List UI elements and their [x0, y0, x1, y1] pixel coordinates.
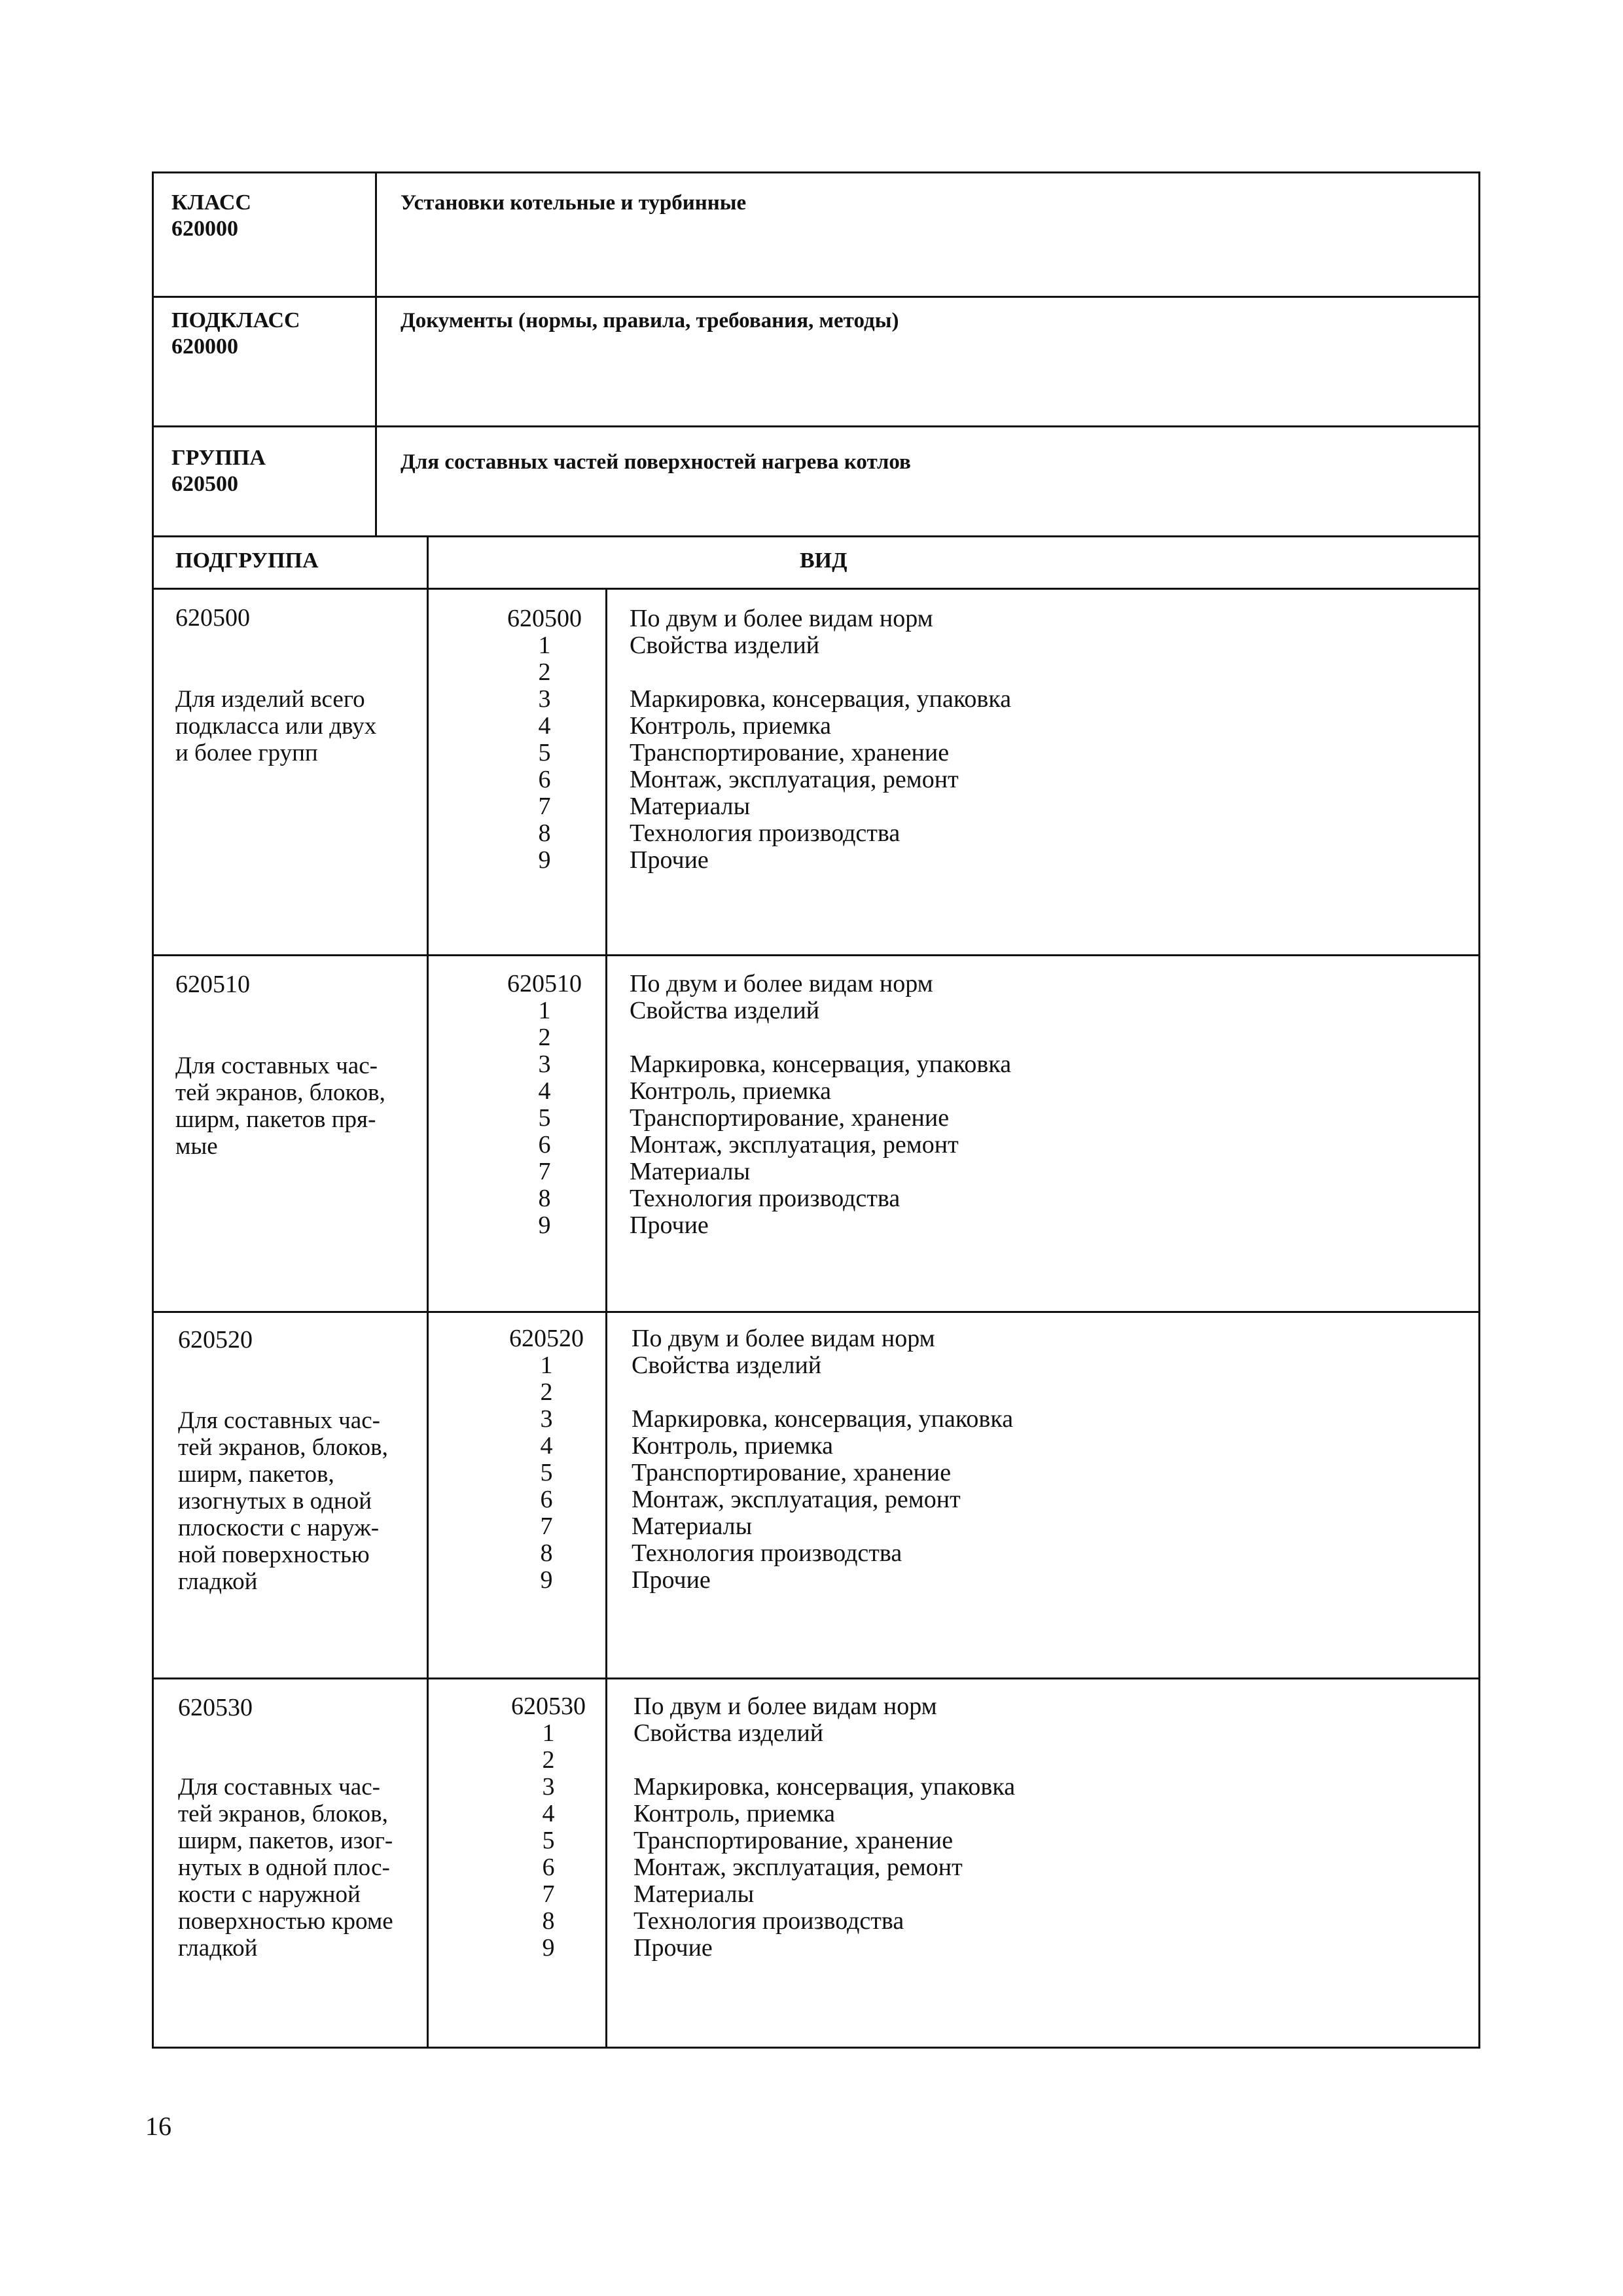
- column-header-kind: ВИД: [800, 548, 847, 573]
- kind-names: По двум и более видам норм Свойства изделий Маркировка, консервация, упаковка Контроль, приемка Транспортирование, хранение Монтаж, эксплуатация, ремонт Материалы Технология производства Прочие: [630, 970, 1012, 1239]
- subgroup-description: Для изделий всего подкласса или двух и более групп: [175, 686, 377, 766]
- column-header-subgroup: ПОДГРУППА: [175, 548, 319, 573]
- header-divider-3: [152, 535, 1480, 537]
- subclass-label-text: ПОДКЛАСС: [171, 308, 300, 332]
- subgroup-code: 620530: [178, 1694, 253, 1721]
- kind-codes: 620500 1 2 3 4 5 6 7 8 9: [507, 605, 582, 874]
- subgroup-code: 620510: [175, 971, 250, 998]
- header-divider-2: [152, 425, 1480, 427]
- row-divider-2: [152, 1311, 1480, 1313]
- kind-codes: 620520 1 2 3 4 5 6 7 8 9: [509, 1325, 584, 1594]
- column-header-divider: [152, 588, 1480, 590]
- subgroup-description: Для составных час- тей экранов, блоков, ширм, пакетов пря- мые: [175, 1052, 385, 1160]
- group-text: Для составных частей поверхностей нагрева котлов: [401, 450, 911, 474]
- row-divider-3: [152, 1677, 1480, 1679]
- group-label-text: ГРУППА: [171, 446, 266, 470]
- class-code: 620000: [171, 217, 238, 241]
- group-code: 620500: [171, 472, 238, 496]
- header-divider-1: [152, 296, 1480, 298]
- kind-names: По двум и более видам норм Свойства изделий Маркировка, консервация, упаковка Контроль, приемка Транспортирование, хранение Монтаж, эксплуатация, ремонт Материалы Технология производства Прочие: [632, 1325, 1014, 1594]
- subgroup-description: Для составных час- тей экранов, блоков, ширм, пакетов, изогнутых в одной плоскости с наруж- ной поверхностью гладкой: [178, 1407, 388, 1595]
- subgroup-code: 620520: [178, 1326, 253, 1354]
- subclass-label: [171, 308, 300, 360]
- kind-codes: 620510 1 2 3 4 5 6 7 8 9: [507, 970, 582, 1239]
- row-divider-1: [152, 954, 1480, 956]
- header-divider-vertical: [375, 171, 377, 535]
- group-label: [171, 445, 266, 497]
- kind-names: По двум и более видам норм Свойства изделий Маркировка, консервация, упаковка Контроль, приемка Транспортирование, хранение Монтаж, эксплуатация, ремонт Материалы Технология производства Прочие: [630, 605, 1012, 874]
- kind-codes: 620530 1 2 3 4 5 6 7 8 9: [511, 1693, 586, 1962]
- subclass-code: 620000: [171, 334, 238, 359]
- subgroup-description: Для составных час- тей экранов, блоков, ширм, пакетов, изог- нутых в одной плос- кости с наружной поверхностью кроме гладкой: [178, 1774, 393, 1962]
- class-label-text: КЛАСС: [171, 190, 251, 215]
- subclass-text: Документы (нормы, правила, требования, методы): [401, 309, 899, 332]
- class-label: [171, 190, 251, 242]
- page-number: 16: [145, 2111, 171, 2141]
- kind-names: По двум и более видам норм Свойства изделий Маркировка, консервация, упаковка Контроль, приемка Транспортирование, хранение Монтаж, эксплуатация, ремонт Материалы Технология производства Прочие: [633, 1693, 1016, 1962]
- class-text: Установки котельные и турбинные: [401, 191, 747, 215]
- subgroup-code: 620500: [175, 604, 250, 632]
